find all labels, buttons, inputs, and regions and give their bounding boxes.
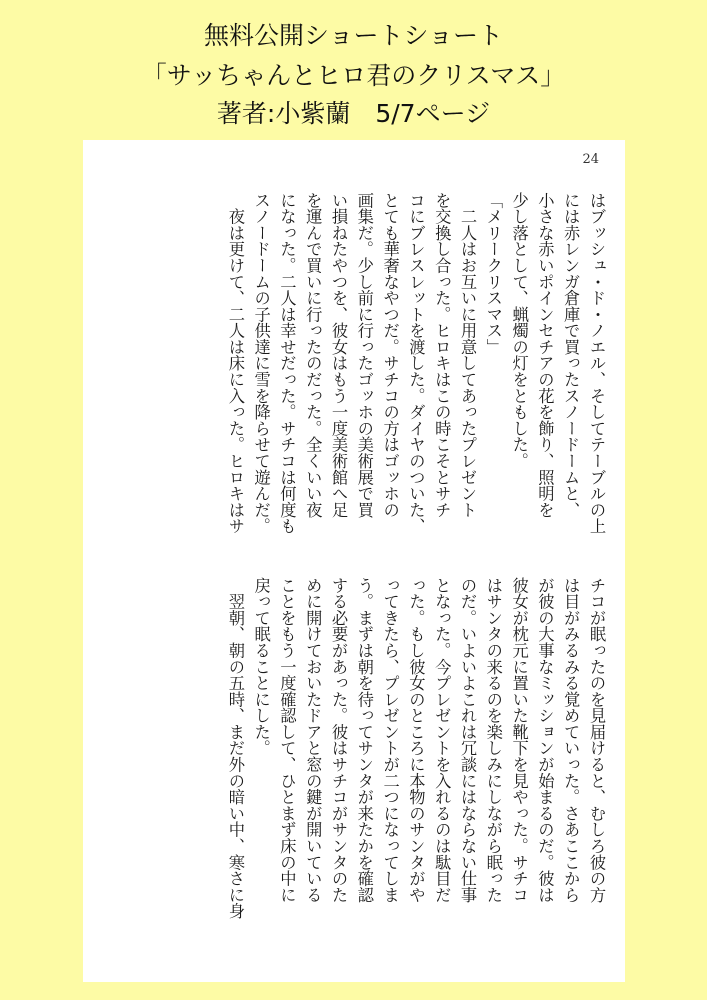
story-title: 「サッちゃんとヒロ君のクリスマス」 [141,61,566,90]
book-page [83,140,625,982]
upper-text-block: はブッシュ・ド・ノエル、そしてテーブルの上 には赤レンガ倉庫で買ったスノードームと、 小さな赤いポインセチアの花を飾り、照明を 少し落として、蝋燭の灯をともした。 「メリークリスマス」 二人はお互いに用意してあったプレゼント を交換し合った。ヒロキはこの時こそとサチ コにブレスレットを渡した。ダイヤのついた、 とても華奢なやつだ。サチコの方はゴッホの 画集だ。少し前に行ったゴッホの美術展で買 い損ねたやつを、彼女はもう一度美術館へ足 を運んで買いに行ったのだった。全くいい夜 になった。二人は幸せだった。サチコは何度も スノードームの子供達に雪を降らせて遊んだ。 夜は更けて、二人は床に入った。ヒロキはサ [225,192,606,535]
lower-text-block: チコが眠ったのを見届けると、むしろ彼の方 は目がみるみる覚めていった。さあここから が彼の大事なミッションが始まるのだ。彼は 彼女が枕元に置いた靴下を見やった。サチコ はサンタの来るのを楽しみにしながら眠った のだ。いよいよこれは冗談にはならない仕事 となった。今プレゼントを入れるのは駄目だ った。もし彼女のところに本物のサンタがや ってきたら、プレゼントが二つになってしま う。まずは朝を待ってサンタが来たかを確認 する必要があった。彼はサチコがサンタのた めに開けておいたドアと窓の鍵が開いている ことをもう一度確認して、ひとまず床の中に 戻って眠ることにした。 翌朝、朝の五時、まだ外の暗い中、寒さに身 [225,577,606,920]
author-page-info: 著者:小紫蘭 5/7ページ [216,99,491,128]
series-title: 無料公開ショートショート [203,21,503,50]
page-number: 24 [582,152,599,167]
header [0,0,707,130]
